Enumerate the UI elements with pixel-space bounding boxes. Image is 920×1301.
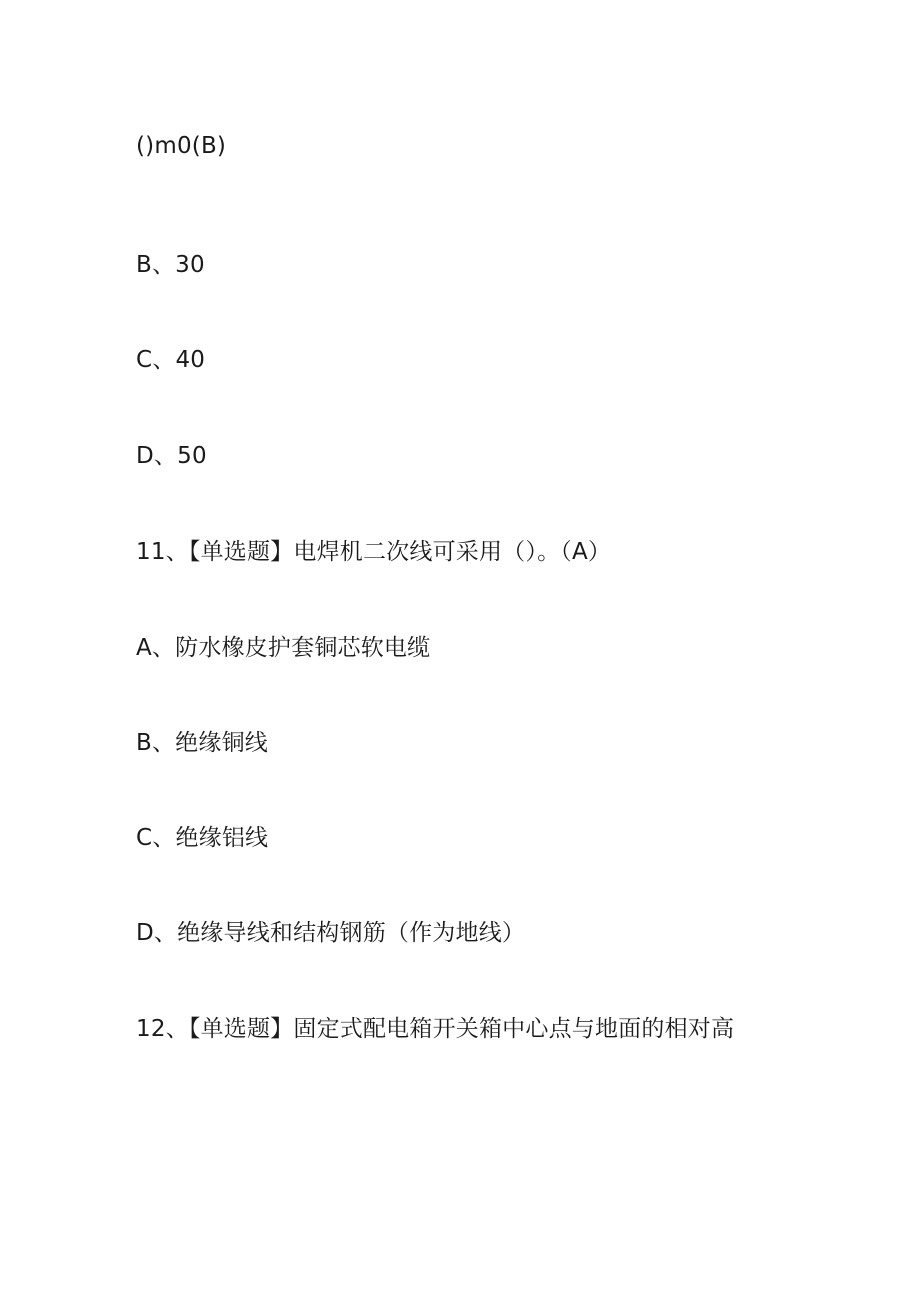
question-11-option-d: D、绝缘导线和结构钢筋（作为地线） — [136, 920, 526, 946]
question-11-option-b: B、绝缘铜线 — [136, 730, 268, 756]
option-d: D、50 — [136, 443, 207, 469]
question-11-option-a: A、防水橡皮护套铜芯软电缆 — [136, 635, 431, 661]
question-12: 12、【单选题】固定式配电箱开关箱中心点与地面的相对高 — [136, 1016, 735, 1042]
option-c: C、40 — [136, 347, 206, 373]
question-11: 11、【单选题】电焊机二次线可采用（）。（A） — [136, 539, 612, 565]
question-11-option-c: C、绝缘铝线 — [136, 825, 269, 851]
answer-key-line: ()m0(B) — [136, 133, 227, 159]
option-b: B、30 — [136, 252, 205, 278]
